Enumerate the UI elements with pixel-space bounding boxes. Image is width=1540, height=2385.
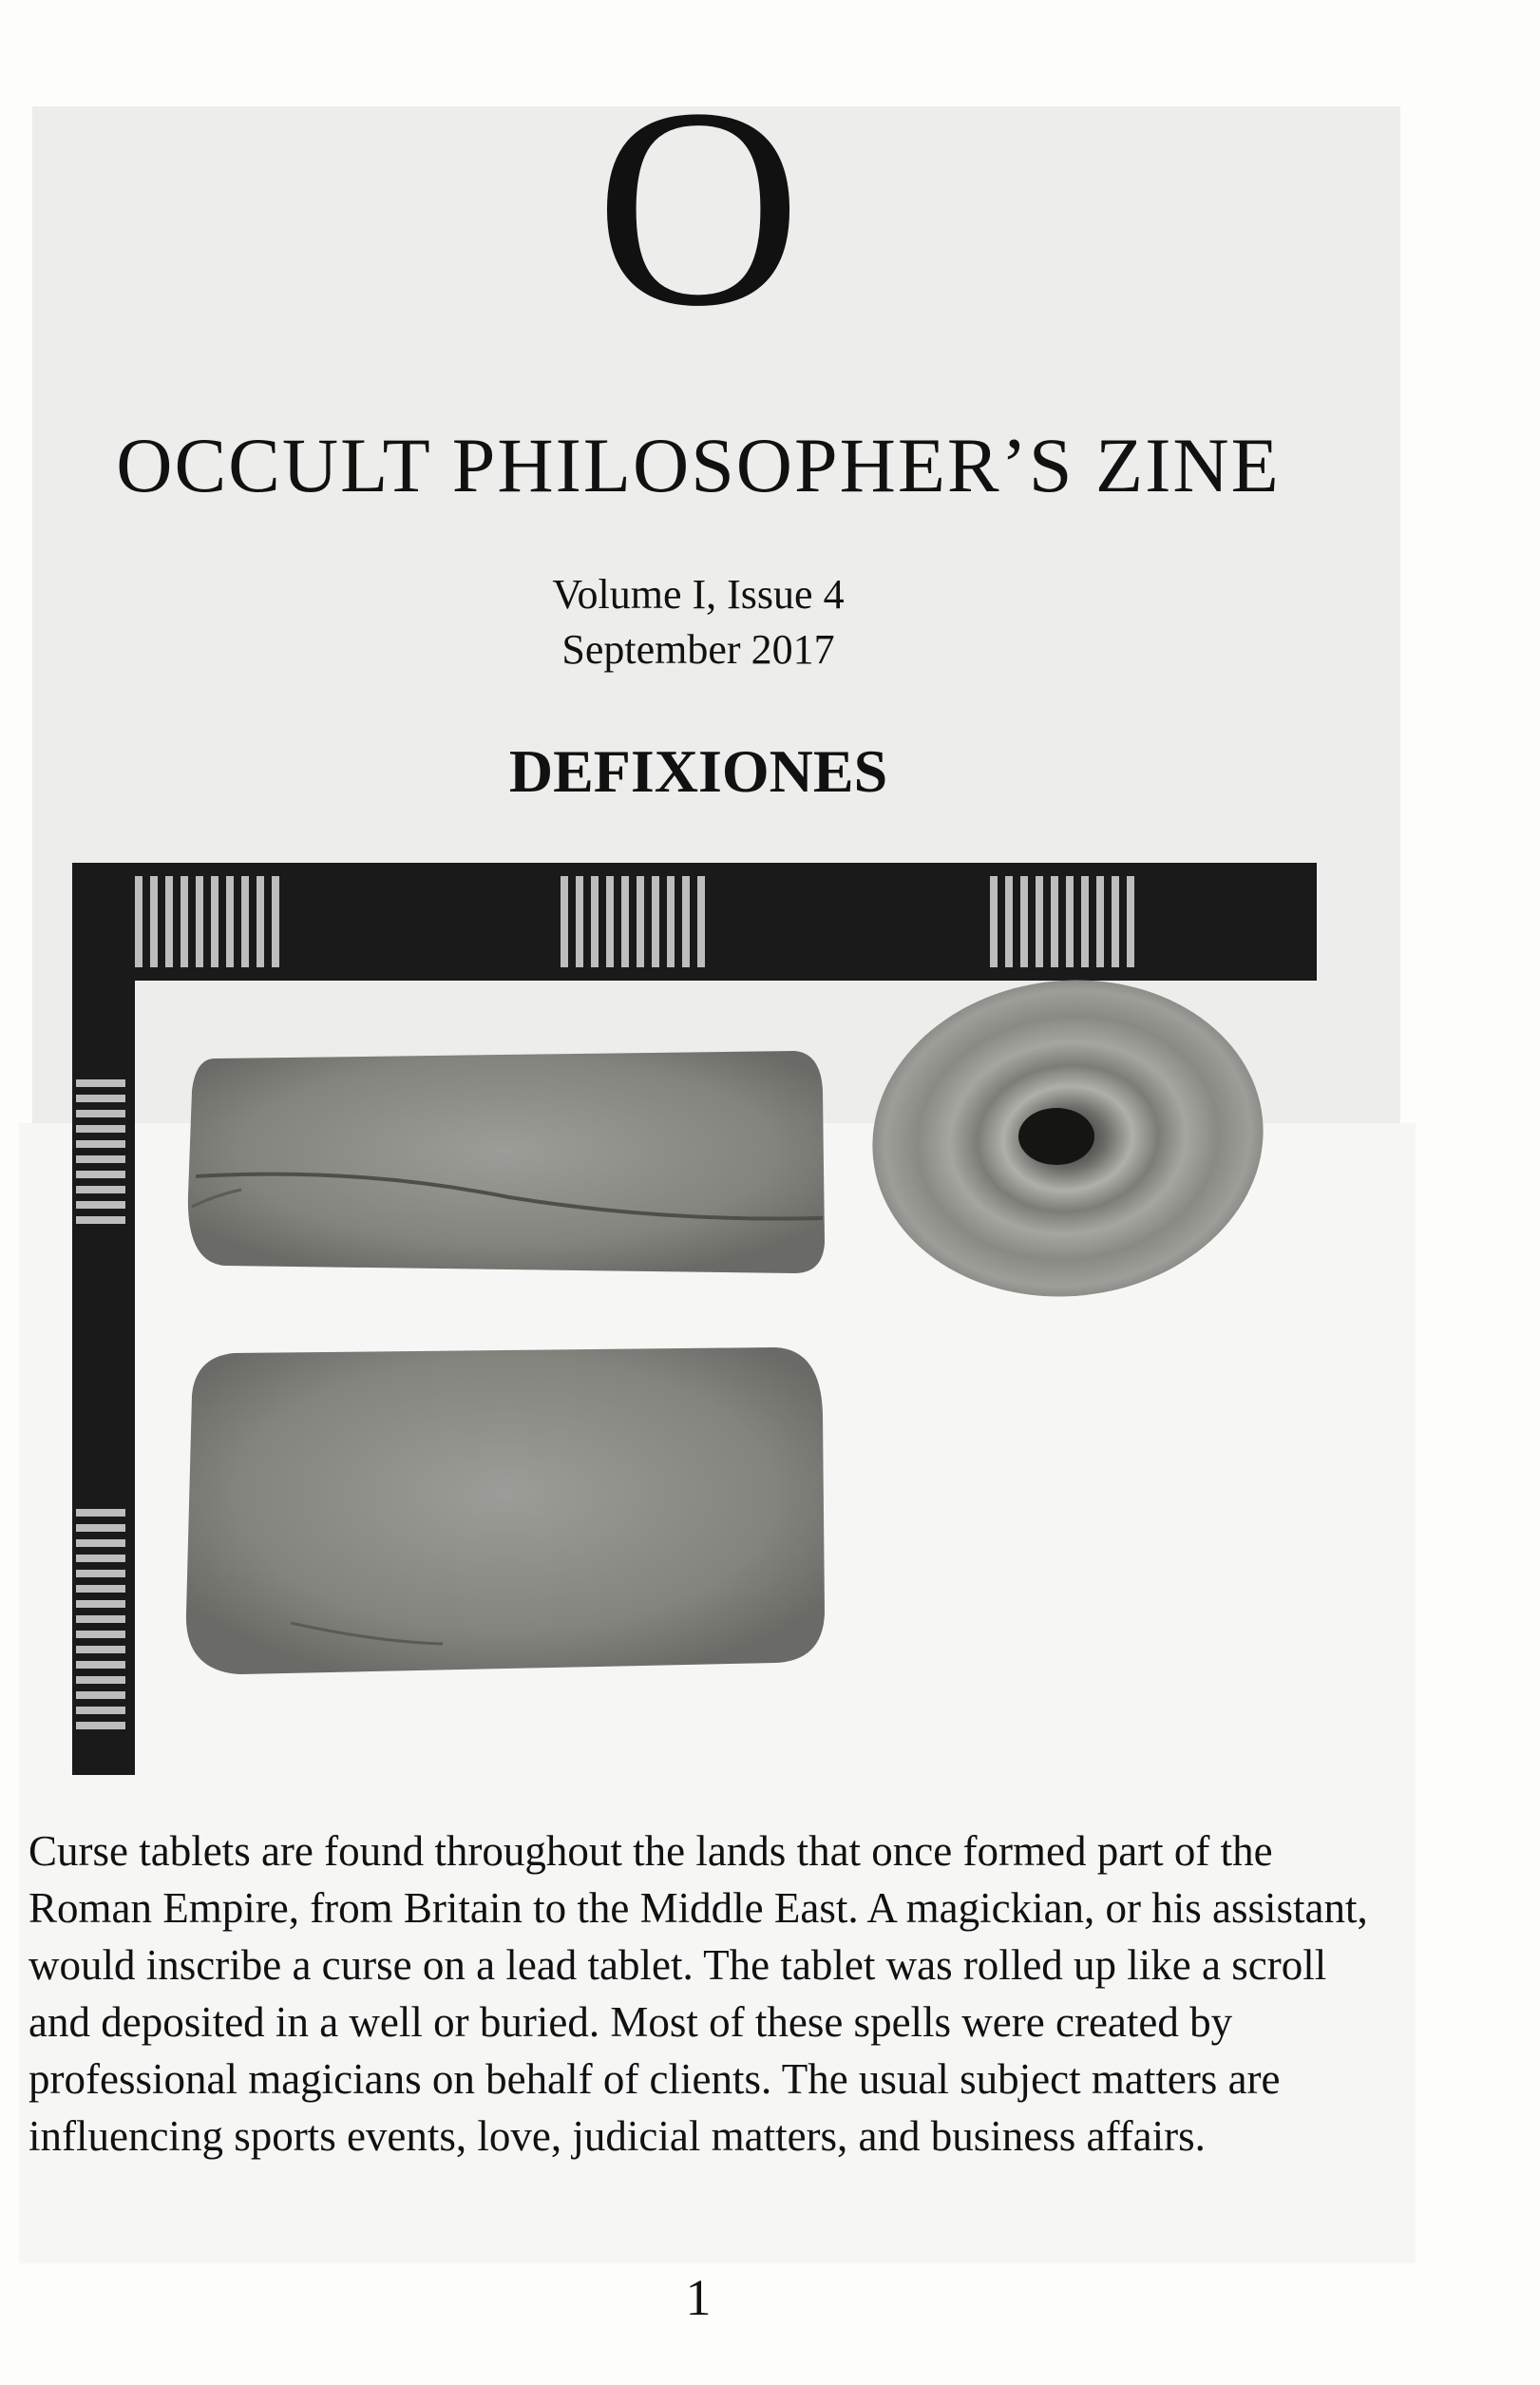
curse-tablets-photo: [72, 863, 1332, 1789]
zine-title: OCCULT PHILOSOPHER’S ZINE: [116, 422, 1281, 508]
article-body: [29, 1822, 1397, 2165]
article-body-paragraph: Curse tablets are found throughout the lands that once formed part of the Roman Empire, from Britain to the Middle East. A magickian, or his assistant, would inscribe a curse on a lead tablet. The tablet was rolled up like a scroll and deposited in a well or buried. Most of these spells were created by professional magicians on behalf of clients. The usual subject matters are influencing sports events, love, judicial matters, and business affairs.: [29, 1827, 1368, 2160]
lead-tablet-rolled: [857, 961, 1279, 1315]
issue-date: September 2017: [561, 626, 835, 673]
article-title: DEFIXIONES: [508, 737, 888, 805]
page-number: 1: [685, 2269, 712, 2326]
vertical-scale-bar: [72, 863, 135, 1775]
lead-tablet-lower: [186, 1347, 825, 1674]
issue-volume: Volume I, Issue 4: [552, 571, 845, 618]
masthead-letter: O: [595, 49, 802, 365]
horizontal-scale-bar: [72, 863, 1317, 981]
lead-tablet-upper: [188, 1051, 825, 1273]
